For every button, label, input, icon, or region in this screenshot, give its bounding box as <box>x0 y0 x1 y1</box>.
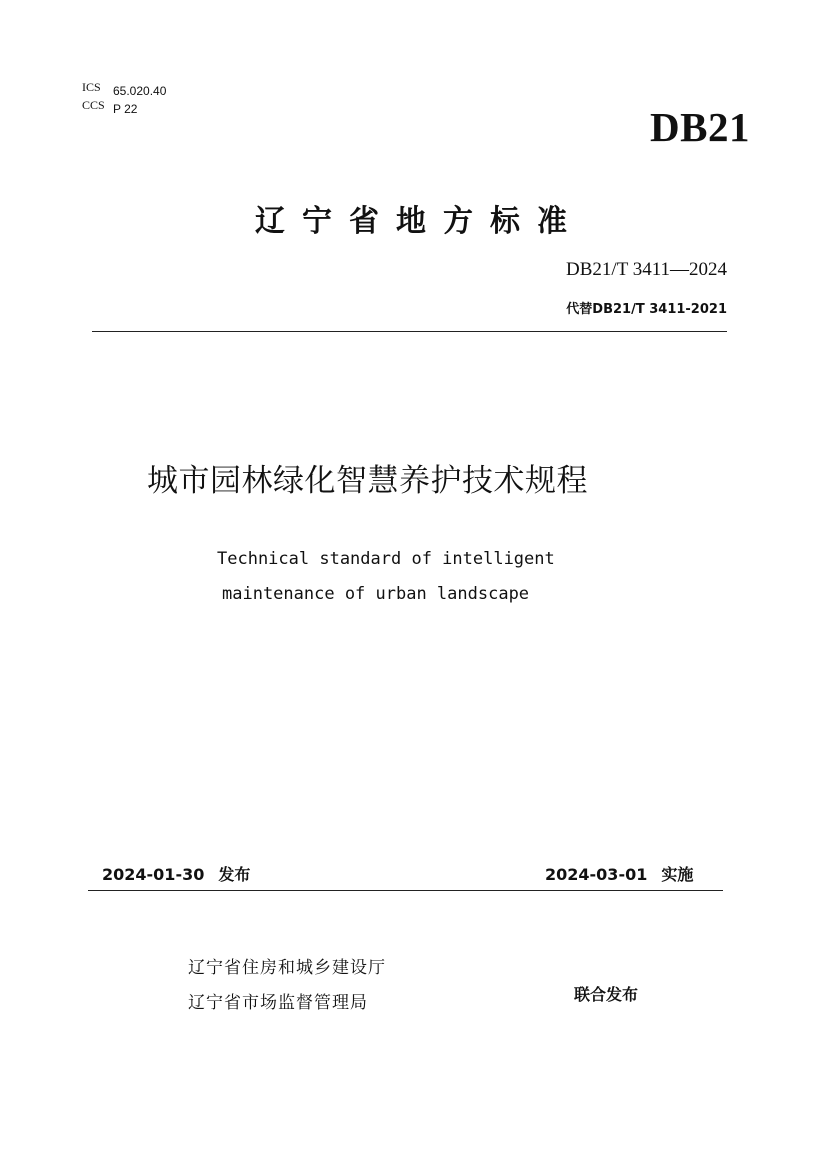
ics-code: 65.020.40 <box>113 84 167 98</box>
db-code: DB21 <box>650 104 750 150</box>
issuer-market-regulation-bureau: 辽宁省市场监督管理局 <box>188 993 368 1013</box>
publish-date-line <box>102 862 250 885</box>
top-divider <box>92 331 727 332</box>
document-title-chinese: 城市园林绿化智慧养护技术规程 <box>147 463 588 499</box>
ccs-label: CCS <box>82 98 105 112</box>
ics-label: ICS <box>82 80 101 94</box>
implement-date: 2024-03-01 <box>545 865 648 884</box>
ccs-code: P 22 <box>113 102 138 116</box>
joint-issue-label: 联合发布 <box>574 985 639 1004</box>
issuer-housing-department: 辽宁省住房和城乡建设厅 <box>188 958 386 978</box>
implement-label: 实施 <box>661 865 694 884</box>
publish-label: 发布 <box>218 865 251 884</box>
bottom-divider <box>88 890 723 891</box>
document-title-english-line2: maintenance of urban landscape <box>222 584 530 604</box>
replaces-standard: 代替DB21/T 3411-2021 <box>566 302 727 317</box>
standard-type-title: 辽宁省地方标准 <box>255 204 584 239</box>
document-title-english-line1: Technical standard of intelligent <box>217 549 555 569</box>
implement-date-line <box>545 862 693 885</box>
publish-date: 2024-01-30 <box>102 865 205 884</box>
standard-number: DB21/T 3411—2024 <box>566 259 727 280</box>
